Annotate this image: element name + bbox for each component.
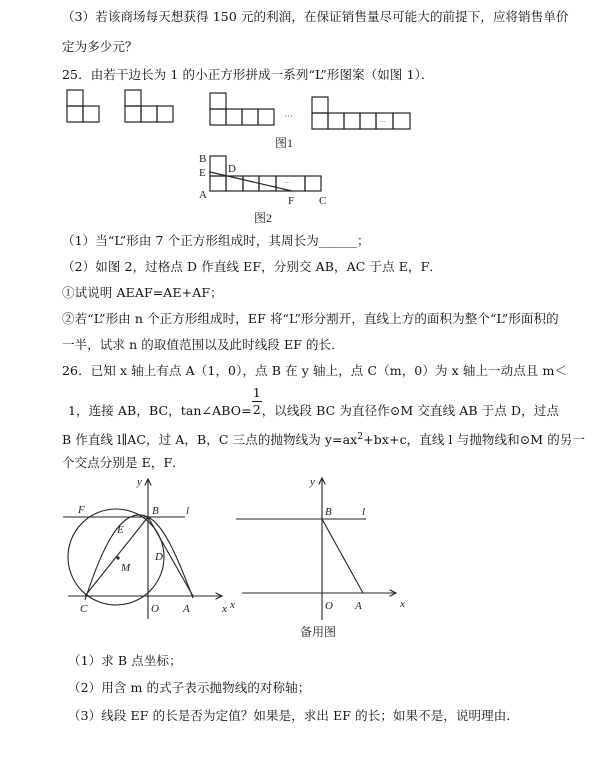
label-m: M	[121, 562, 131, 574]
q26-line2-b: ，以线段 BC 为直径作⊙M 交直线 AB 于点 D，过点	[261, 403, 559, 418]
label-e: E	[199, 167, 206, 179]
l-shape-4-squares	[125, 90, 173, 122]
fig2-caption: 图2	[254, 211, 273, 225]
q26-line4: 个交点分别是 E，F．	[62, 455, 185, 470]
q26-line2-a: 1，连接 AB，BC，tan∠ABO=	[68, 403, 252, 418]
q26-line3-b: +bx+c，直线 l 与抛物线和⊙M 的另一	[363, 432, 586, 448]
segment-ab	[322, 519, 363, 593]
q25-sub1: ①试说明 AEAF=AE+AF；	[62, 285, 223, 300]
q26-line3	[62, 429, 585, 448]
fraction-one-half	[252, 385, 262, 419]
q26-part2: （2）用含 m 的式子表示抛物线的对称轴；	[68, 680, 311, 695]
label-f: F	[78, 504, 85, 516]
label-d: D	[228, 163, 236, 175]
q25-stem: 25．由若干边长为 1 的小正方形拼成一系列“L”形图案（如图 1）．	[62, 67, 434, 82]
label-c: C	[80, 603, 88, 615]
label-a: A	[199, 189, 207, 201]
label-d: D	[155, 551, 163, 563]
q26-part1: （1）求 B 点坐标；	[68, 653, 182, 668]
label-x-left: x	[230, 599, 235, 611]
label-y: y	[310, 476, 315, 488]
label-x: x	[400, 598, 405, 610]
label-y: y	[137, 476, 142, 488]
q26-line1: 26．已知 x 轴上有点 A（1，0），点 B 在 y 轴上，点 C（m，0）为 x 轴上一动点且 m＜	[62, 363, 568, 378]
label-a: A	[355, 600, 362, 612]
fig1-caption: 图1	[275, 136, 294, 150]
q25-sub2-line1: ②若“L”形由 n 个正方形组成时，EF 将“L”形分割开，直线上方的面积为整个“L”形面积的	[62, 311, 559, 326]
q24-part3-line2: 定为多少元？	[62, 39, 138, 54]
exponent-2: 2	[357, 432, 364, 442]
label-l: l	[362, 506, 366, 518]
l-shape-n-squares	[312, 97, 410, 129]
label-f: F	[288, 195, 295, 207]
q25-sub2-line2: 一半，试求 n 的取值范围以及此时线段 EF 的长．	[62, 337, 344, 352]
fraction-numerator: 1	[252, 385, 261, 400]
fig2-squares	[210, 156, 321, 191]
fig1-inner-ellipsis: ···	[379, 118, 386, 126]
q25-part2: （2）如图 2，过格点 D 作直线 EF，分别交 AB，AC 于点 E，F．	[62, 259, 442, 274]
l-shape-3-squares	[67, 90, 99, 122]
label-x: x	[222, 603, 227, 615]
q26-line2	[68, 385, 559, 419]
q26-part3: （3）线段 EF 的长是否为定值？如果是，求出 EF 的长；如果不是，说明理由．	[68, 708, 519, 723]
fraction-denominator: 2	[252, 402, 261, 417]
fig1-ellipsis: ···	[284, 111, 293, 121]
label-c: C	[319, 195, 327, 207]
l-shape-5-squares	[210, 93, 274, 125]
label-b: B	[325, 506, 332, 518]
q26-line3-a: B 作直线 l∥AC，过 A，B，C 三点的抛物线为 y=ax	[62, 432, 358, 448]
label-o: O	[151, 603, 159, 615]
spare-caption: 备用图	[300, 625, 337, 639]
segment-ef	[210, 172, 292, 191]
label-e: E	[117, 524, 124, 536]
figure-spare	[228, 470, 418, 642]
label-l: l	[186, 505, 190, 517]
label-a: A	[183, 603, 190, 615]
figure-1-l-shapes	[0, 86, 600, 152]
fig2-ellipsis: ···	[284, 179, 291, 187]
q24-part3-line1: （3）若该商场每天想获得 150 元的利润，在保证销售量尽可能大的前提下，应将销售单价	[62, 9, 569, 24]
label-b: B	[199, 153, 207, 165]
figure-circle-parabola	[0, 474, 230, 624]
label-b: B	[152, 505, 159, 517]
figure-2-l-shape-line	[0, 152, 600, 228]
q25-part1: （1）当“L”形由 7 个正方形组成时，其周长为______；	[62, 233, 370, 248]
label-o: O	[325, 600, 333, 612]
point-m	[116, 556, 119, 559]
